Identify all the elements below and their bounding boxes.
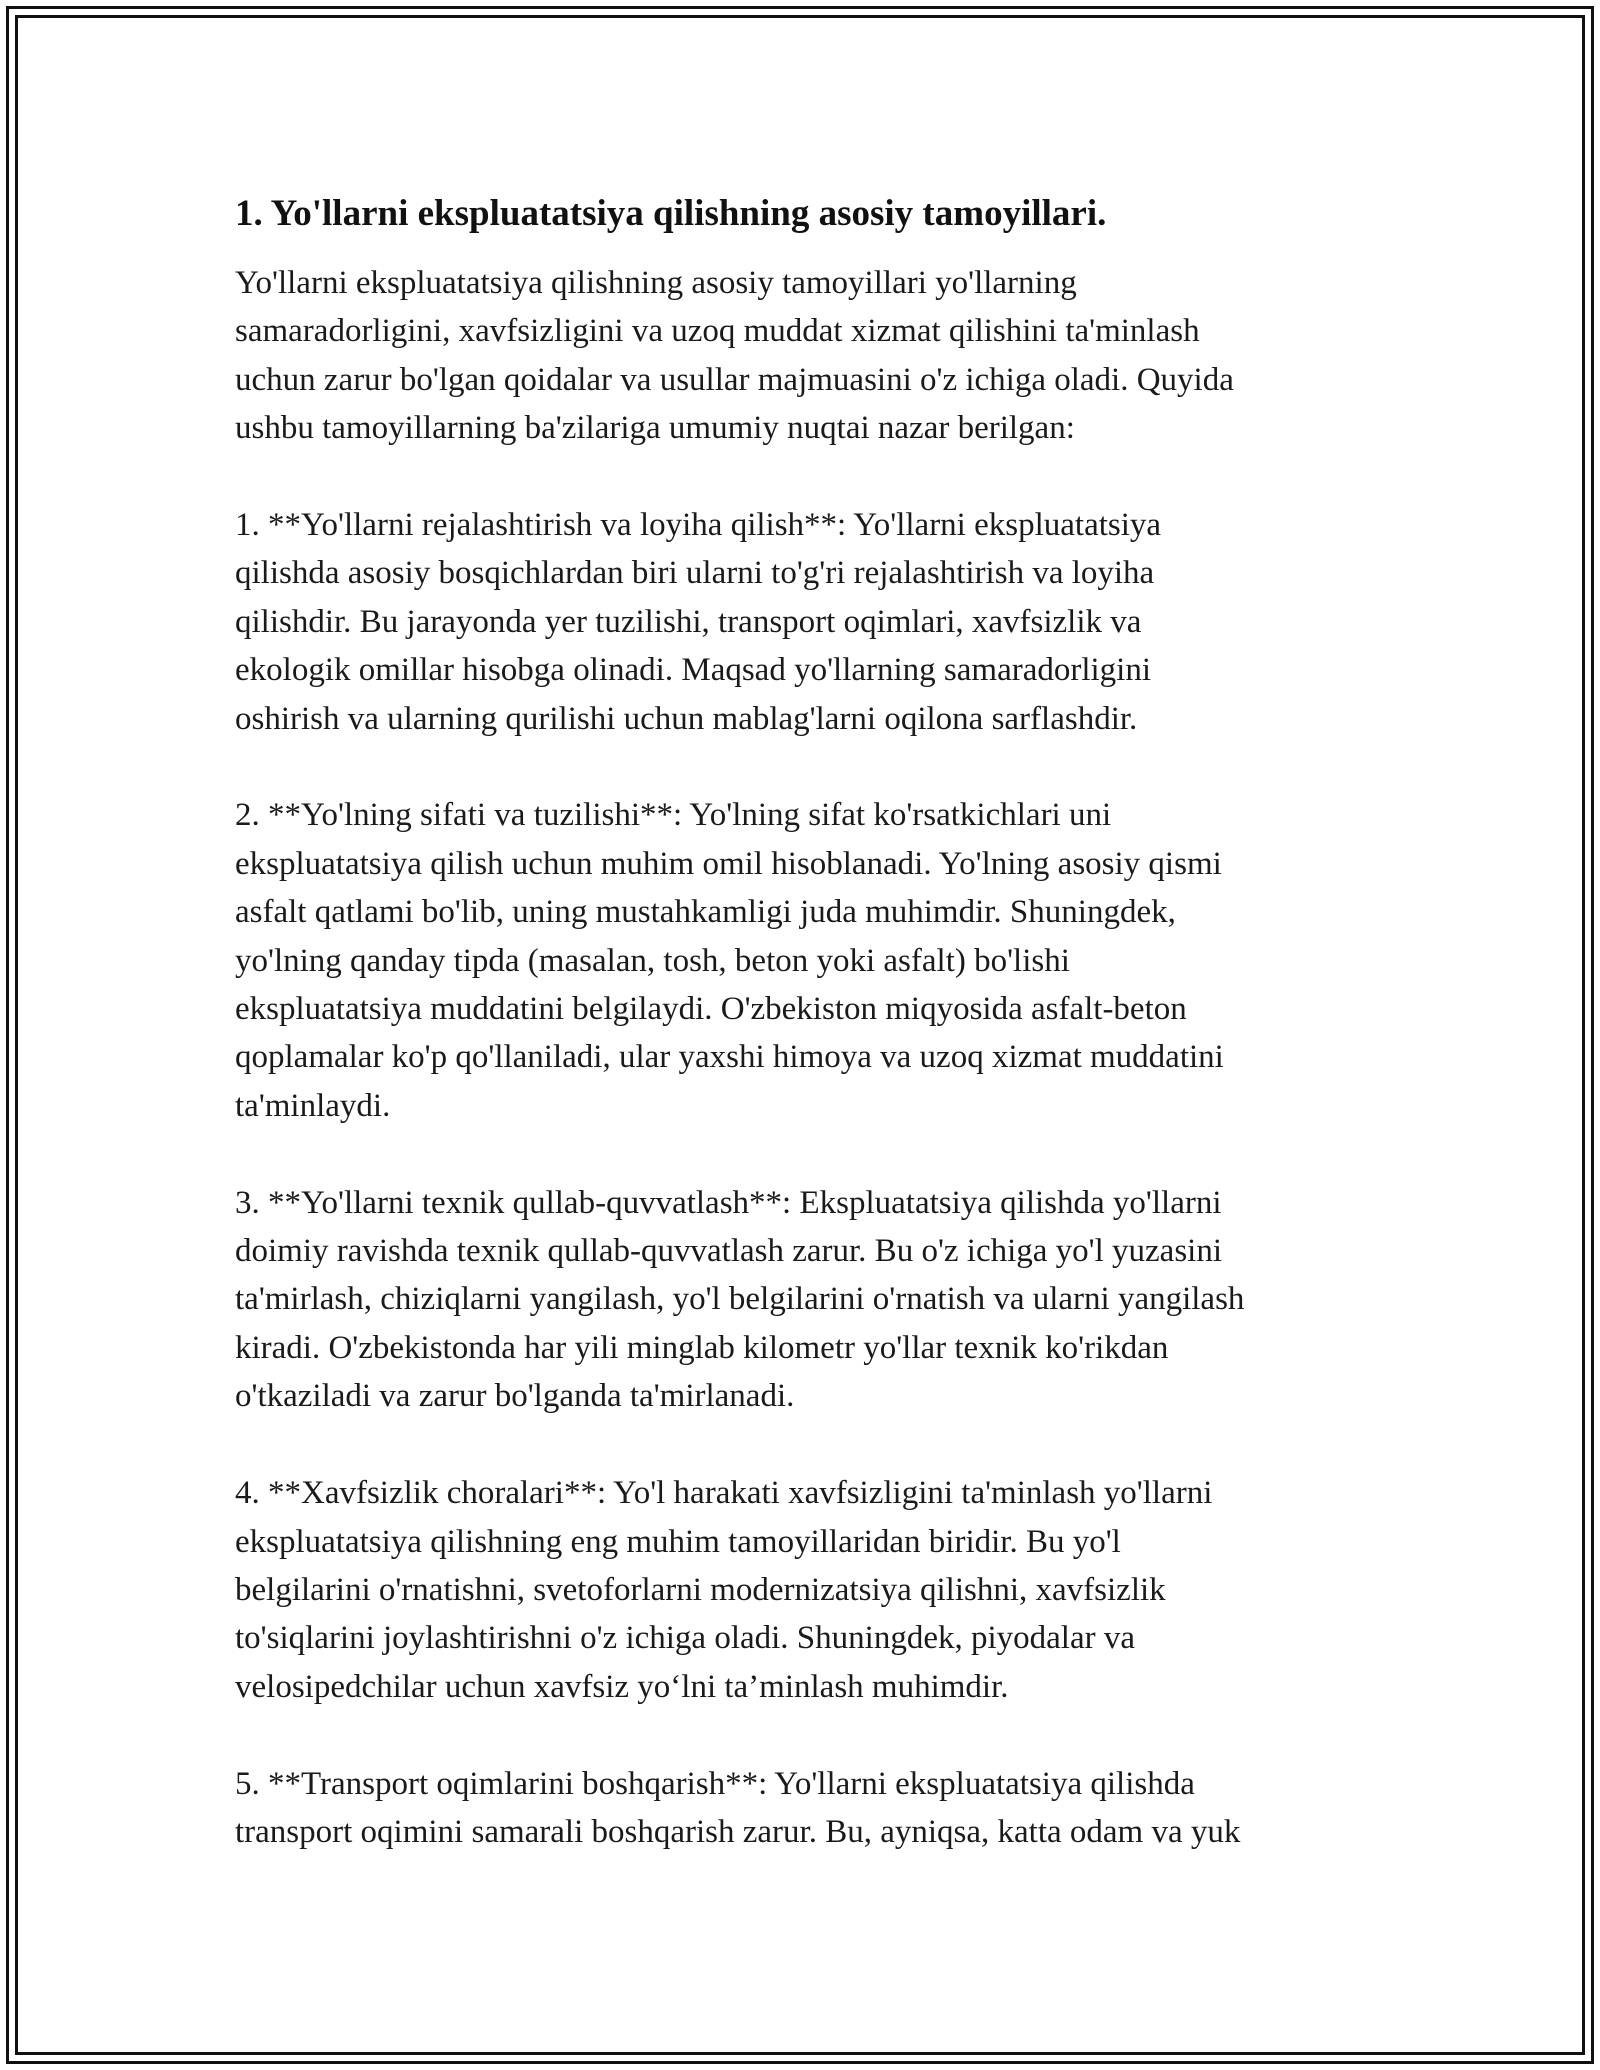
list-item-planning: 1. **Yo'llarni rejalashtirish va loyiha qilish**: Yo'llarni ekspluatatsiya qilishda asosiy bosqichlardan biri ularni to'g'ri rejalashtirish va loyiha qilishdir. Bu jarayonda yer tuzilishi, transport oqimlari, xavfsizlik va ekologik omillar hisobga olinadi. Maqsad yo'llarning samaradorligini oshirish va ularning qurilishi uchun mablag'larni oqilona sarflashdir. <box>235 507 1162 737</box>
list-item-safety: 4. **Xavfsizlik choralari**: Yo'l harakati xavfsizligini ta'minlash yo'llarni ekspluatatsiya qilishning eng muhim tamoyillaridan biridir. Bu yo'l belgilarini o'rnatishni, svetoforlarni modernizatsiya qilishni, xavfsizlik to'siqlarini joylashtirishni o'z ichiga oladi. Shuningdek, piyodalar va velosipedchilar uchun xavfsiz yo‘lni ta’minlash muhimdir. <box>235 1475 1213 1705</box>
list-item-maintenance: 3. **Yo'llarni texnik qullab-quvvatlash**: Ekspluatatsiya qilishda yo'llarni doimiy ravishda texnik qullab-quvvatlash zarur. Bu o'z ichiga yo'l yuzasini ta'mirlash, chiziqlarni yangilash, yo'l belgilarini o'rnatish va ularni yangilash kiradi. O'zbekistonda har yili minglab kilometr yo'llar texnik ko'rikdan o'tkaziladi va zarur bo'lganda ta'mirlanadi. <box>235 1184 1245 1415</box>
section-heading: 1. Yo'llarni ekspluatatsiya qilishning asosiy tamoyillari. <box>235 193 1107 234</box>
list-item-traffic: 5. **Transport oqimlarini boshqarish**: Yo'llarni ekspluatatsiya qilishda transport oqimini samarali boshqarish zarur. Bu, ayniqsa, katta odam va yuk <box>235 1765 1241 1850</box>
document-body <box>235 188 1385 1856</box>
intro-paragraph: Yo'llarni ekspluatatsiya qilishning asosiy tamoyillari yo'llarning samaradorligini, xavfsizligini va uzoq muddat xizmat qilishini ta'minlash uchun zarur bo'lgan qoidalar va usullar majmuasini o'z ichiga oladi. Quyida ushbu tamoyillarning ba'zilariga umumiy nuqtai nazar berilgan: <box>235 265 1234 447</box>
list-item-quality: 2. **Yo'lning sifati va tuzilishi**: Yo'lning sifat ko'rsatkichlari uni ekspluatatsiya qilish uchun muhim omil hisoblanadi. Yo'lning asosiy qismi asfalt qatlami bo'lib, uning mustahkamligi juda muhimdir. Shuningdek, yo'lning qanday tipda (masalan, tosh, beton yoki asfalt) bo'lishi ekspluatatsiya muddatini belgilaydi. O'zbekiston miqyosida asfalt-beton qoplamalar ko'p qo'llaniladi, ular yaxshi himoya va uzoq xizmat muddatini ta'minlaydi. <box>235 797 1224 1124</box>
